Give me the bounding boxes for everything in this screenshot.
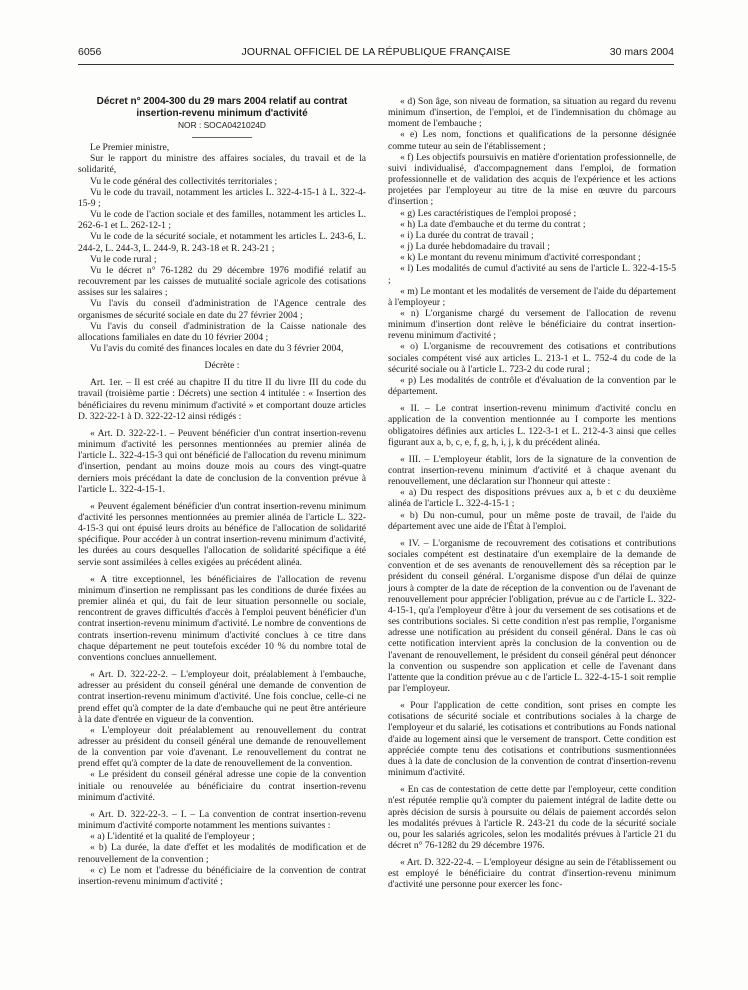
paragraph: « Le président du conseil général adresse une copie de la convention initiale ou renouvelée au bénéficiaire du contrat insertion-revenu minimum d'activité. [78, 769, 366, 803]
paragraph: « b) La durée, la date d'effet et les modalités de modification et de renouvellement de la convention ; [78, 842, 366, 865]
publication-date: 30 mars 2004 [609, 46, 674, 58]
paragraph: « Art. D. 322-22-3. – I. – La convention de contrat insertion-revenu minimum d'activité comporte notamment les mentions suivantes : [78, 808, 366, 832]
left-body [78, 142, 366, 887]
paragraph: « k) Le montant du revenu minimum d'activité correspondant ; [400, 252, 641, 264]
page-header [78, 46, 674, 62]
paragraph: « f) Les objectifs poursuivis en matière d'orientation professionnelle, de suivi individualisé, d'accompagnement dans l'emploi, de formation professionnelle et de validation des acquis de l'expérience et les actions projetées par l'employeur au titre de la mise en œuvre du parcours d'insertion ; [388, 151, 676, 208]
paragraph: « g) Les caractéristiques de l'emploi proposé ; [400, 207, 577, 219]
decree-title-line1: Décret n° 2004-300 du 29 mars 2004 relatif au contrat [96, 96, 348, 107]
paragraph: « c) Le nom et l'adresse du bénéficiaire de la convention de contrat insertion-revenu minimum d'activité ; [78, 864, 366, 887]
paragraph: « Peuvent également bénéficier d'un contrat insertion-revenu minimum d'activité les personnes mentionnées au premier alinéa de l'article L. 322-4-15-3 qui ont épuisé leurs droits au bénéfice de l'allocation de solidarité spécifique. Pour accéder à un contrat insertion-revenu minimum d'activité, les durées au cours desquelles l'allocation de solidarité spécifique a été servie sont assimilées à celles exigées au précédent alinéa. [78, 500, 366, 568]
paragraph: « a) Du respect des dispositions prévues aux a, b et c du deuxième alinéa de l'article L. 322-4-15-1 ; [388, 487, 676, 510]
paragraph: « o) L'organisme de recouvrement des cotisations et contributions sociales compétent visé aux articles L. 213-1 et L. 752-4 du code de la sécurité sociale ou à l'article L. 723-2 du code rural ; [388, 341, 676, 375]
paragraph: Art. 1er. – Il est créé au chapitre II du titre II du livre III du code du travail (troisième partie : Décrets) une section 4 intitulée : « Insertion des bénéficiaires du revenu minimum d'activité » et comportant douze articles D. 322-22-1 à D. 322-22-12 ainsi rédigés : [78, 377, 366, 422]
paragraph: « i) La durée du contrat de travail ; [400, 229, 534, 241]
paragraph: Décrète : [204, 360, 240, 372]
paragraph: « IV. – L'organisme de recouvrement des cotisations et contributions sociales compétent est destinataire d'un exemplaire de la demande de convention et de ses avenants de renouvellement dès sa réception par le président du conseil général. L'organisme dispose d'un délai de quinze jours à compter de la date de réception de la convention ou de l'avenant de renouvellement pour apprécier l'obligation, prévue au c de l'article L. 322-4-15-1, qu'a l'employeur d'être à jour du versement de ses cotisations et de ses contributions sociales. Si cette condition n'est pas remplie, l'organisme adresse une notification au président du conseil général. Dans le cas où cette notification intervient après la conclusion de la convention ou de l'avenant de renouvellement, le président du conseil général peut dénoncer la convention ou suspendre son application et celle de l'avenant dans l'attente que la condition prévue au c de l'article L. 322-4-15-1 soit remplie par l'employeur. [388, 537, 676, 694]
paragraph: Vu le code du travail, notamment les articles L. 322-4-15-1 à L. 322-4-15-9 ; [78, 186, 366, 209]
decree-title-line2: insertion-revenu minimum d'activité [136, 108, 308, 119]
paragraph: Vu le code de la sécurité sociale, et notamment les articles L. 243-6, L. 244-2, L. 244-3, L. 244-9, R. 243-18 et R. 243-21 ; [78, 231, 366, 254]
paragraph: Vu le code rural ; [90, 253, 157, 265]
page-number: 6056 [78, 46, 102, 58]
paragraph: Vu l'avis du conseil d'administration de la Caisse nationale des allocations familiales en date du 10 février 2004 ; [78, 320, 366, 343]
paragraph: « h) La date d'embauche et du terme du contrat ; [400, 218, 586, 230]
paragraph: « II. – Le contrat insertion-revenu minimum d'activité conclu en application de la convention mentionnée au I comporte les mentions obligatoires définies aux articles L. 122-3-1 et L. 212-4-3 ainsi que celles figurant aux a, b, c, e, f, g, h, i, j, k du précédent alinéa. [388, 403, 676, 448]
paragraph: « Art. D. 322-22-1. – Peuvent bénéficier d'un contrat insertion-revenu minimum d'activité les personnes mentionnées au premier alinéa de l'article L. 322-4-15-3 qui ont bénéficié de l'allocation du revenu minimum d'insertion, pendant au moins douze mois au cours des vingt-quatre derniers mois précédant la date de conclusion de la convention prévue à l'article L. 322-4-15-1. [78, 427, 366, 495]
paragraph: Le Premier ministre, [90, 142, 170, 154]
paragraph: « Pour l'application de cette condition, sont prises en compte les cotisations de sécurité sociale et contributions sociales à la charge de l'employeur et du salarié, les cotisations et contributions au Fonds national d'aide au logement ainsi que le versement de transport. Cette condition est appréciée compte tenu des cotisations et contributions susmentionnées dues à la date de conclusion de la convention de contrat d'insertion-revenu minimum d'activité. [388, 700, 676, 779]
paragraph: « d) Son âge, son niveau de formation, sa situation au regard du revenu minimum d'insertion, de l'emploi, et de l'indemnisation du chômage au moment de l'embauche ; [388, 96, 676, 130]
journal-title: JOURNAL OFFICIEL DE LA RÉPUBLIQUE FRANÇAISE [241, 46, 511, 58]
paragraph: « A titre exceptionnel, les bénéficiaires de l'allocation de revenu minimum d'insertion ne remplissant pas les conditions de durée fixées au premier alinéa et qui, du fait de leur situation personnelle ou sociale, rencontrent de graves difficultés d'accès à l'emploi peuvent bénéficier d'un contrat insertion-revenu minimum d'activité. Le nombre de conventions de contrats insertion-revenu minimum d'activité conclues à ce titre dans chaque département ne peut toutefois excéder 10 % du nombre total de conventions conclues annuellement. [78, 573, 366, 663]
paragraph: « e) Les nom, fonctions et qualifications de la personne désignée comme tuteur au sein de l'établissement ; [388, 129, 676, 152]
paragraph: « L'employeur doit préalablement au renouvellement du contrat adresser au président du conseil général une demande de renouvellement de la convention par voie d'avenant. Le renouvellement du contrat ne prend effet qu'à compter de la date de renouvellement de la convention. [78, 724, 366, 770]
paragraph: Vu le décret n° 76-1282 du 29 décembre 1976 modifié relatif au recouvrement par les caisses de mutualité sociale agricole des cotisations assises sur les salaires ; [78, 264, 366, 299]
paragraph: « Art. D. 322-22-2. – L'employeur doit, préalablement à l'embauche, adresser au président du conseil général une demande de convention de contrat insertion-revenu minimum d'activité. Une fois conclue, celle-ci ne prend effet qu'à compter de la date d'embauche qui ne peut être antérieure à la date d'entrée en vigueur de la convention. [78, 669, 366, 725]
paragraph: « Art. D. 322-22-4. – L'employeur désigne au sein de l'établissement ou est employé le bénéficiaire du contrat d'insertion-revenu minimum d'activité une personne pour exercer les fonc- [388, 857, 676, 891]
paragraph: « j) La durée hebdomadaire du travail ; [400, 241, 550, 253]
paragraph: Sur le rapport du ministre des affaires sociales, du travail et de la solidarité, [78, 153, 366, 176]
paragraph: « n) L'organisme chargé du versement de l'allocation de revenu minimum d'insertion dont relève le bénéficiaire du contrat insertion-revenu minimum d'activité ; [388, 307, 676, 342]
header-rule [78, 64, 674, 65]
paragraph: « a) L'identité et la qualité de l'employeur ; [90, 831, 255, 843]
paragraph: « p) Les modalités de contrôle et d'évaluation de la convention par le département. [388, 374, 676, 398]
paragraph: Vu l'avis du comité des finances locales en date du 3 février 2004, [90, 342, 344, 354]
paragraph: Vu le code de l'action sociale et des familles, notamment les articles L. 262-6-1 et L. 262-12-1 ; [78, 209, 366, 232]
paragraph: « En cas de contestation de cette dette par l'employeur, cette condition n'est réputée remplie qu'à compter du paiement intégral de ladite dette ou après décision de sursis à poursuite ou délais de paiement accordés selon les modalités prévues à l'article R. 243-21 du code de la sécurité sociale ou, pour les salariés agricoles, selon les modalités prévues à l'article 21 du décret n° 76-1282 du 29 décembre 1976. [388, 784, 676, 851]
right-column [388, 96, 676, 891]
decree-nor: NOR : SOCA0421024D [178, 120, 266, 130]
title-rule [192, 137, 252, 138]
paragraph: « b) Du non-cumul, pour un même poste de travail, de l'aide du département avec une aide de l'État à l'emploi. [388, 509, 676, 532]
paragraph: « l) Les modalités de cumul d'activité au sens de l'article L. 322-4-15-5 ; [388, 263, 676, 286]
paragraph: « m) Le montant et les modalités de versement de l'aide du département à l'employeur ; [388, 285, 676, 308]
paragraph: Vu l'avis du conseil d'administration de l'Agence centrale des organismes de sécurité sociale en date du 27 février 2004 ; [78, 298, 366, 321]
paragraph: « III. – L'employeur établit, lors de la signature de la convention de contrat insertion-revenu minimum d'activité et à chaque avenant du renouvellement, une déclaration sur l'honneur qui atteste : [388, 453, 676, 488]
right-body [388, 96, 676, 891]
paragraph: Vu le code général des collectivités territoriales ; [90, 175, 278, 187]
left-column [78, 96, 366, 887]
